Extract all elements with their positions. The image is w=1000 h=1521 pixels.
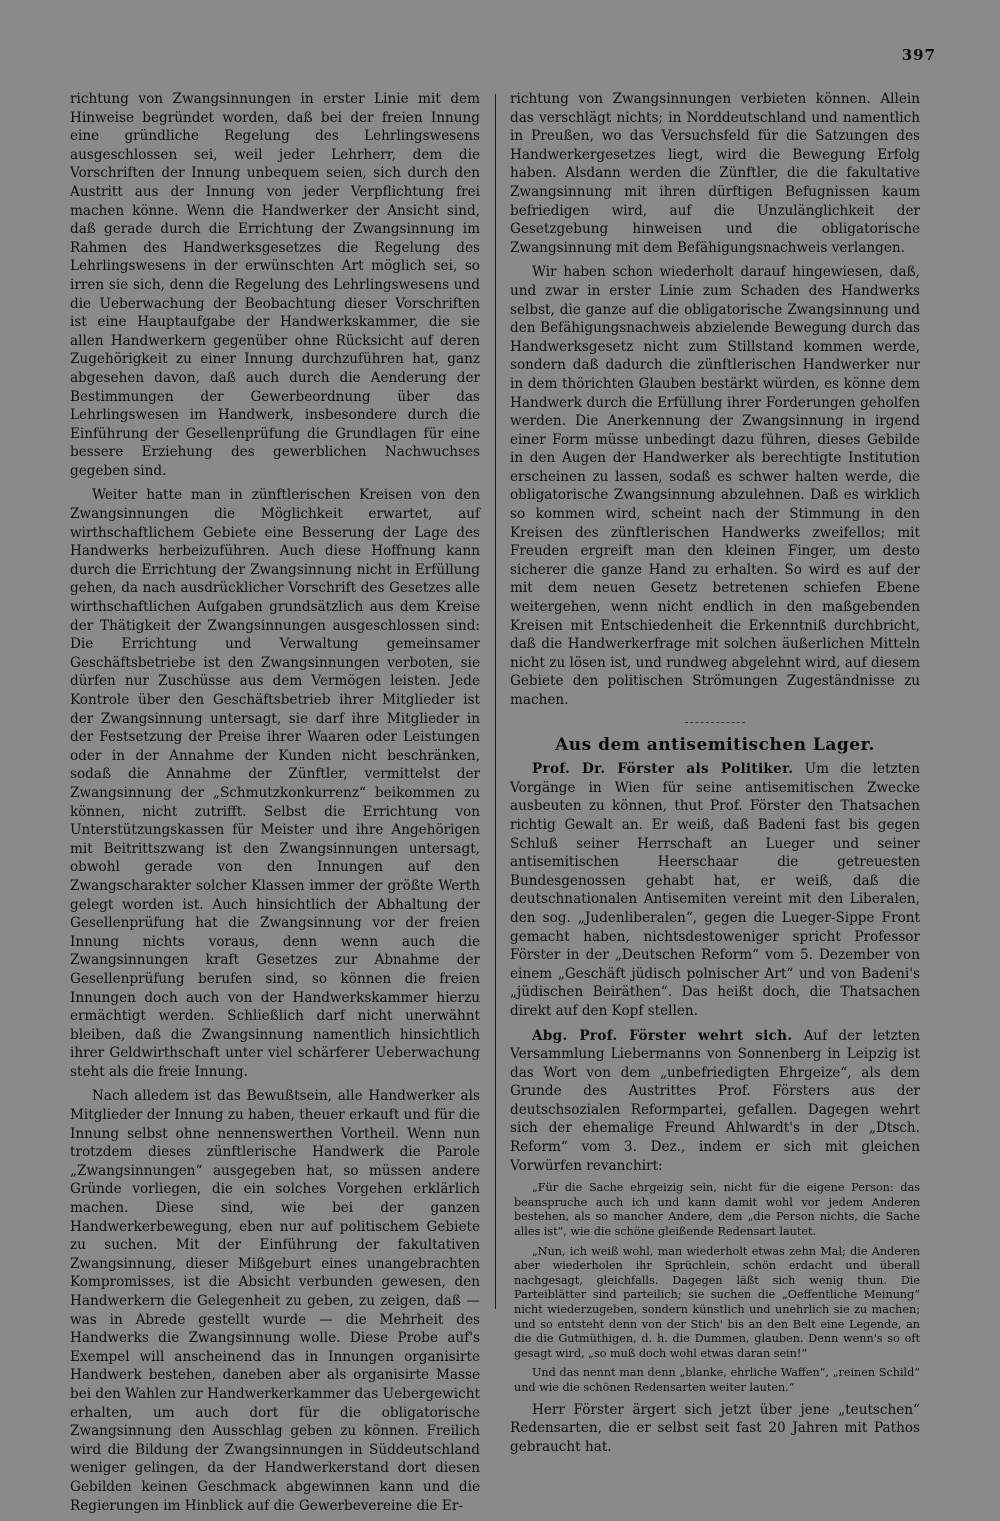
page-number: 397 (901, 46, 936, 64)
closing-paragraph: Herr Förster ärgert sich jetzt über jene „teutschen“ Redensarten, die er selbst seit fast 20 Jahren mit Pathos gebraucht hat. (510, 1401, 920, 1455)
article-text-2: Auf der letzten Versammlung Liebermanns von Sonnenberg in Leipzig ist das Wort von dem „unbefriedigten Ehrgeize“, als dem Grunde des Austrittes Prof. Försters aus der deutschsozialen Reformpartei, gefallen. Dagegen wehrt sich der ehemalige Freund Ahlwardt's in der „Dtsch. Reform“ vom 3. Dez., indem er sich mit gleichen Vorwürfen revanchirt: (510, 1027, 921, 1174)
right-paragraph-2: Wir haben schon wiederholt darauf hingewiesen, daß, und zwar in erster Linie zum Schaden des Handwerks selbst, die ganze auf die obligatorische Zwangsinnung und den Befähigungsnachweis abzielende Bewegung durch das Handwerksgesetz nicht zum Stillstand kommen werde, sondern daß dadurch die zünftlerischen Handwerker nur in dem thörichten Glauben bestärkt würden, es könne dem Handwerk durch die Erfüllung ihrer Forderungen geholfen werden. Die Anerkennung der Zwangsinnung in irgend einer Form müsse unbedingt dazu führen, dieses Gebilde in den Augen der Handwerker als berechtigte Institution erscheinen zu lassen, sodaß es schwer halten werde, die obligatorische Zwangsinnung abzulehnen. Daß es wirklich so kommen wird, scheint nach der Stimmung in den Kreisen des zünftlerischen Handwerks zweifellos; mit Freuden ergreift man den kleinen Finger, um desto sicherer die ganze Hand zu erhalten. So wird es auf der mit dem neuen Gesetz betretenen schiefen Ebene weitergehen, wenn nicht endlich in den maßgebenden Kreisen mit Entschiedenheit die Erkenntniß durchbricht, daß die Handwerkerfrage mit solchen äußerlichen Mitteln nicht zu lösen ist, und rundweg abgelehnt wird, auf diesem Gebiete den politischen Strömungen Zugeständnisse zu machen. (510, 264, 920, 708)
article-forster-politiker (510, 760, 920, 1020)
article-forster-wehrt-sich (510, 1027, 920, 1176)
left-paragraph-3: Nach alledem ist das Bewußtsein, alle Handwerker als Mitglieder der Innung zu haben, theuer erkauft und für die Innung selbst ohne nennenswerthen Vortheil. Wenn nun trotzdem dieses zünftlerische Handwerk die Parole „Zwangsinnungen“ ausgegeben hat, so müssen andere Gründe vorliegen, die ein solches Vorgehen erklärlich machen. Diese sind, wie bei der ganzen Handwerkerbewegung, eben nur auf politischem Gebiete zu suchen. Mit der Einführung der fakultativen Zwangsinnung, dieser Mißgeburt eines unangebrachten Kompromisses, ist die Absicht verbunden gewesen, den Handwerkern die Gelegenheit zu geben, zu zeigen, daß — was in Abrede gestellt wurde — die Mehrheit des Handwerks die Zwangsinnung wolle. Diese Probe auf's Exempel will anscheinend das in Innungen organisirte Handwerk bestehen, daneben aber als organisirte Masse bei den Wahlen zur Handwerkerkammer das Uebergewicht erhalten, um auch dort für die obligatorische Zwangsinnung den Ausschlag geben zu können. Freilich wird die Bildung der Zwangsinnungen in Süddeutschland weniger gelingen, da der Handwerkerstand dort diesen Gebilden keinen Geschmack abgewinnen kann und die Regierungen im Hinblick auf die Gewerbevereine die Er- (70, 1088, 480, 1514)
left-paragraph-2: Weiter hatte man in zünftlerischen Kreisen von den Zwangsinnungen die Möglichkeit erwartet, auf wirthschaftlichem Gebiete eine Besserung der Lage des Handwerks herbeizuführen. Auch diese Hoffnung kann durch die Errichtung der Zwangsinnung nicht in Erfüllung gehen, da nach ausdrücklicher Vorschrift des Gesetzes alle wirthschaftlichen Aufgaben grundsätzlich aus dem Kreise der Thätigkeit der Zwangsinnungen ausgeschlossen sind: Die Errichtung und Verwaltung gemeinsamer Geschäftsbetriebe ist den Zwangsinnungen verboten, sie dürfen nur Zuschüsse aus dem Vermögen leisten. Jede Kontrole über den Geschäftsbetrieb ihrer Mitglieder ist der Zwangsinnung untersagt, sie darf ihre Mitglieder in der Festsetzung der Preise ihrer Waaren oder Leistungen oder in der Annahme der Kunden nicht beschränken, sodaß die Annahme der Zünftler, vermittelst der Zwangsinnung der „Schmutzkonkurrenz“ beikommen zu können, nicht zutrifft. Selbst die Errichtung von Unterstützungskassen für Meister und ihre Angehörigen mit Beitrittszwang ist den Zwangsinnungen untersagt, obwohl gerade von den Innungen auf den Zwangscharakter solcher Klassen immer der größte Werth gelegt worden ist. Auch hinsichtlich der Abhaltung der Gesellenprüfung hat die Zwangsinnung vor der freien Innung nichts voraus, denn wenn auch die Zwangsinnungen kraft Gesetzes zur Abnahme der Gesellenprüfung berufen sind, so können die freien Innungen doch auch von der Handwerkskammer hierzu ermächtigt werden. Schließlich darf nicht unerwähnt bleiben, daß die Zwangsinnung namentlich hinsichtlich ihrer Geldwirthschaft unter viel schärferer Ueberwachung steht als die freie Innung. (70, 487, 480, 1080)
left-column (70, 90, 480, 1521)
quote-1: „Für die Sache ehrgeizig sein, nicht für die eigene Person: das beanspruche auch ich und kann damit wohl vor jedem Anderen bestehen, als so mancher Andere, dem „die Person nichts, die Sache alles ist“, wie die schöne gleißende Redensart lautet. (514, 1181, 920, 1239)
right-column (510, 90, 920, 1462)
article-heading-1: Prof. Dr. Förster als Politiker. (532, 761, 794, 778)
quote-3: Und das nennt man denn „blanke, ehrliche Waffen“, „reinen Schild“ und wie die schönen Redensarten weiter lauten.“ (514, 1366, 920, 1394)
left-paragraph-1: richtung von Zwangsinnungen in erster Linie mit dem Hinweise begründet worden, daß bei der freien Innung eine gründliche Regelung des Lehrlingswesens ausgeschlossen sei, weil jeder Lehrherr, dem die Vorschriften der Innung unbequem seien, sich durch den Austritt aus der Innung von jeder Verpflichtung frei machen könne. Wenn die Handwerker der Ansicht sind, daß gerade durch die Errichtung der Zwangsinnung im Rahmen des Handwerksgesetzes die Regelung des Lehrlingswesens in der erwünschten Art möglich sei, so irren sie sich, denn die Regelung des Lehrlingswesens und die Ueberwachung der Beobachtung dieser Vorschriften ist eine Hauptaufgabe der Handwerkskammer, die sie allen Handwerkern gegenüber ohne Rücksicht auf deren Zugehörigkeit zu einer Innung durchzuführen hat, ganz abgesehen davon, daß auch durch die Aenderung der Bestimmungen der Gewerbeordnung über das Lehrlingswesen im Handwerk, insbesondere durch die Einführung der Gesellenprüfung die Grundlagen für eine bessere Erziehung des gewerblichen Nachwuchses gegeben sind. (70, 91, 480, 479)
section-title: Aus dem antisemitischen Lager. (555, 734, 875, 755)
right-paragraph-1: richtung von Zwangsinnungen verbieten können. Allein das verschlägt nichts; in Norddeutschland und namentlich in Preußen, wo das Versuchsfeld für die Satzungen des Handwerkergesetzes liegt, wird die Bewegung Erfolg haben. Alsdann werden die Zünftler, die die fakultative Zwangsinnung mit ihren dürftigen Befugnissen kaum befriedigen wird, auf die Unzulänglichkeit der Gesetzgebung hinweisen und die obligatorische Zwangsinnung mit dem Befähigungsnachweis verlangen. (510, 91, 920, 256)
quote-2: „Nun, ich weiß wohl, man wiederholt etwas zehn Mal; die Anderen aber wiederholen ihr Sprüchlein, schön erdacht und überall nachgesagt, gleichfalls. Dagegen läßt sich wenig thun. Die Parteiblätter sind parteilich; sie suchen die „Oeffentliche Meinung“ nicht wiederzugeben, sondern künstlich und unehrlich sie zu machen; und so entsteht denn von der Stich' bis an den Belt eine Legende, an die die Gutmüthigen, d. h. die Dummen, glauben. Denn wenn's so oft gesagt wird, „so muß doch wohl etwas daran sein!“ (514, 1244, 920, 1360)
article-text-1: Um die letzten Vorgänge in Wien für seine antisemitischen Zwecke ausbeuten zu können, thut Prof. Förster den Thatsachen richtig Gewalt an. Er weiß, daß Badeni fast bis gegen Schluß seiner Herrschaft an Lueger und seiner antisemitischen Heerschaar die getreuesten Bundesgenossen gehabt hat, er weiß, daß die deutschnationalen Antisemiten vereint mit den Liberalen, den sog. „Judenliberalen“, gegen die Lueger-Sippe Front gemacht haben, nichtsdestoweniger spricht Professor Förster in der „Deutschen Reform“ vom 5. Dezember von einem „Geschäft jüdisch polnischer Art“ und von Badeni's „jüdischen Beiräthen“. Das heißt doch, die Thatsachen direkt auf den Kopf stellen. (510, 761, 920, 1019)
column-divider (495, 94, 496, 1309)
section-separator (685, 722, 745, 724)
article-heading-2: Abg. Prof. Förster wehrt sich. (532, 1027, 793, 1044)
